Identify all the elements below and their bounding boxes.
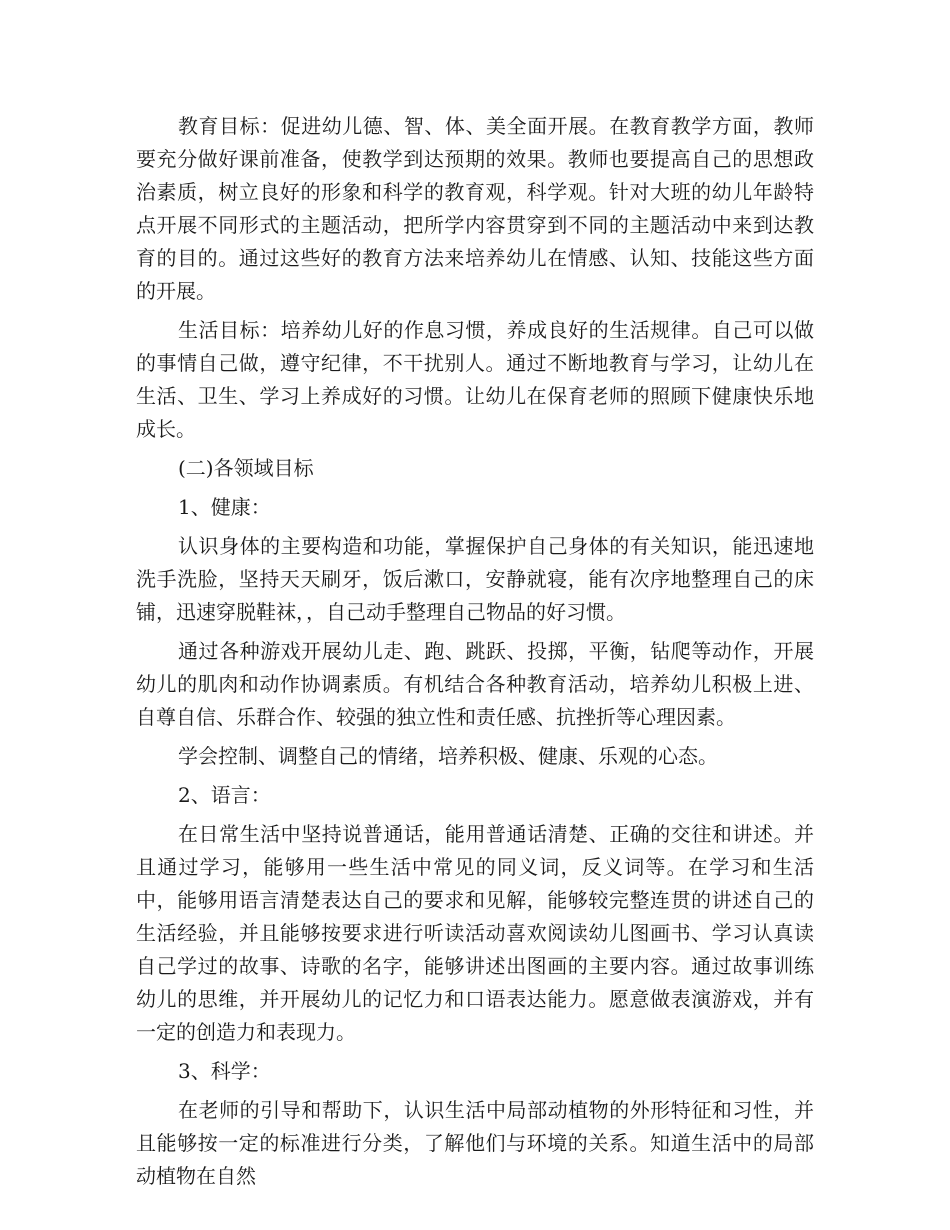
paragraph-science: 在老师的引导和帮助下，认识生活中局部动植物的外形特征和习性，并且能够按一定的标准进行分类，了解他们与环境的关系。知道生活中的局部动植物在自然	[136, 1098, 814, 1188]
paragraph-language: 在日常生活中坚持说普通话，能用普通话清楚、正确的交往和讲述。并且通过学习，能够用一些生活中常见的同义词，反义词等。在学习和生活中，能够用语言清楚表达自己的要求和见解，能够较完整连贯的讲述自己的生活经验，并且能够按要求进行听读活动喜欢阅读幼儿图画书、学习认真读自己学过的故事、诗歌的名字，能够讲述出图画的主要内容。通过故事训练幼儿的思维，并开展幼儿的记忆力和口语表达能力。愿意做表演游戏，并有一定的创造力和表现力。	[136, 822, 814, 1044]
paragraph-life-goal: 生活目标：培养幼儿好的作息习惯，养成良好的生活规律。自己可以做的事情自己做，遵守纪律，不干扰别人。通过不断地教育与学习，让幼儿在生活、卫生、学习上养成好的习惯。让幼儿在保育老师的照顾下健康快乐地成长。	[136, 318, 814, 441]
subheading-science: 3、科学：	[178, 1059, 271, 1083]
paragraph-education-goal: 教育目标：促进幼儿德、智、体、美全面开展。在教育教学方面，教师要充分做好课前准备，使教学到达预期的效果。教师也要提高自己的思想政治素质，树立良好的形象和科学的教育观，科学观。针对大班的幼儿年龄特点开展不同形式的主题活动，把所学内容贯穿到不同的主题活动中来到达教育的目的。通过这些好的教育方法来培养幼儿在情感、认知、技能这些方面的开展。	[136, 114, 814, 303]
subheading-language: 2、语言：	[178, 783, 271, 807]
document-page	[136, 110, 814, 1199]
paragraph-health-3: 学会控制、调整自己的情绪，培养积极、健康、乐观的心态。	[178, 744, 718, 768]
section-heading-domain-goals: (二)各领域目标	[178, 456, 314, 480]
paragraph-health-1: 认识身体的主要构造和功能，掌握保护自己身体的有关知识，能迅速地洗手洗脸，坚持天天刷牙，饭后漱口，安静就寝，能有次序地整理自己的床铺，迅速穿脱鞋袜，，自己动手整理自己物品的好习惯。	[136, 534, 814, 624]
subheading-health: 1、健康：	[178, 495, 271, 519]
paragraph-health-2: 通过各种游戏开展幼儿走、跑、跳跃、投掷，平衡，钻爬等动作，开展幼儿的肌肉和动作协调素质。有机结合各种教育活动，培养幼儿积极上进、自尊自信、乐群合作、较强的独立性和责任感、抗挫折等心理因素。	[136, 639, 814, 729]
